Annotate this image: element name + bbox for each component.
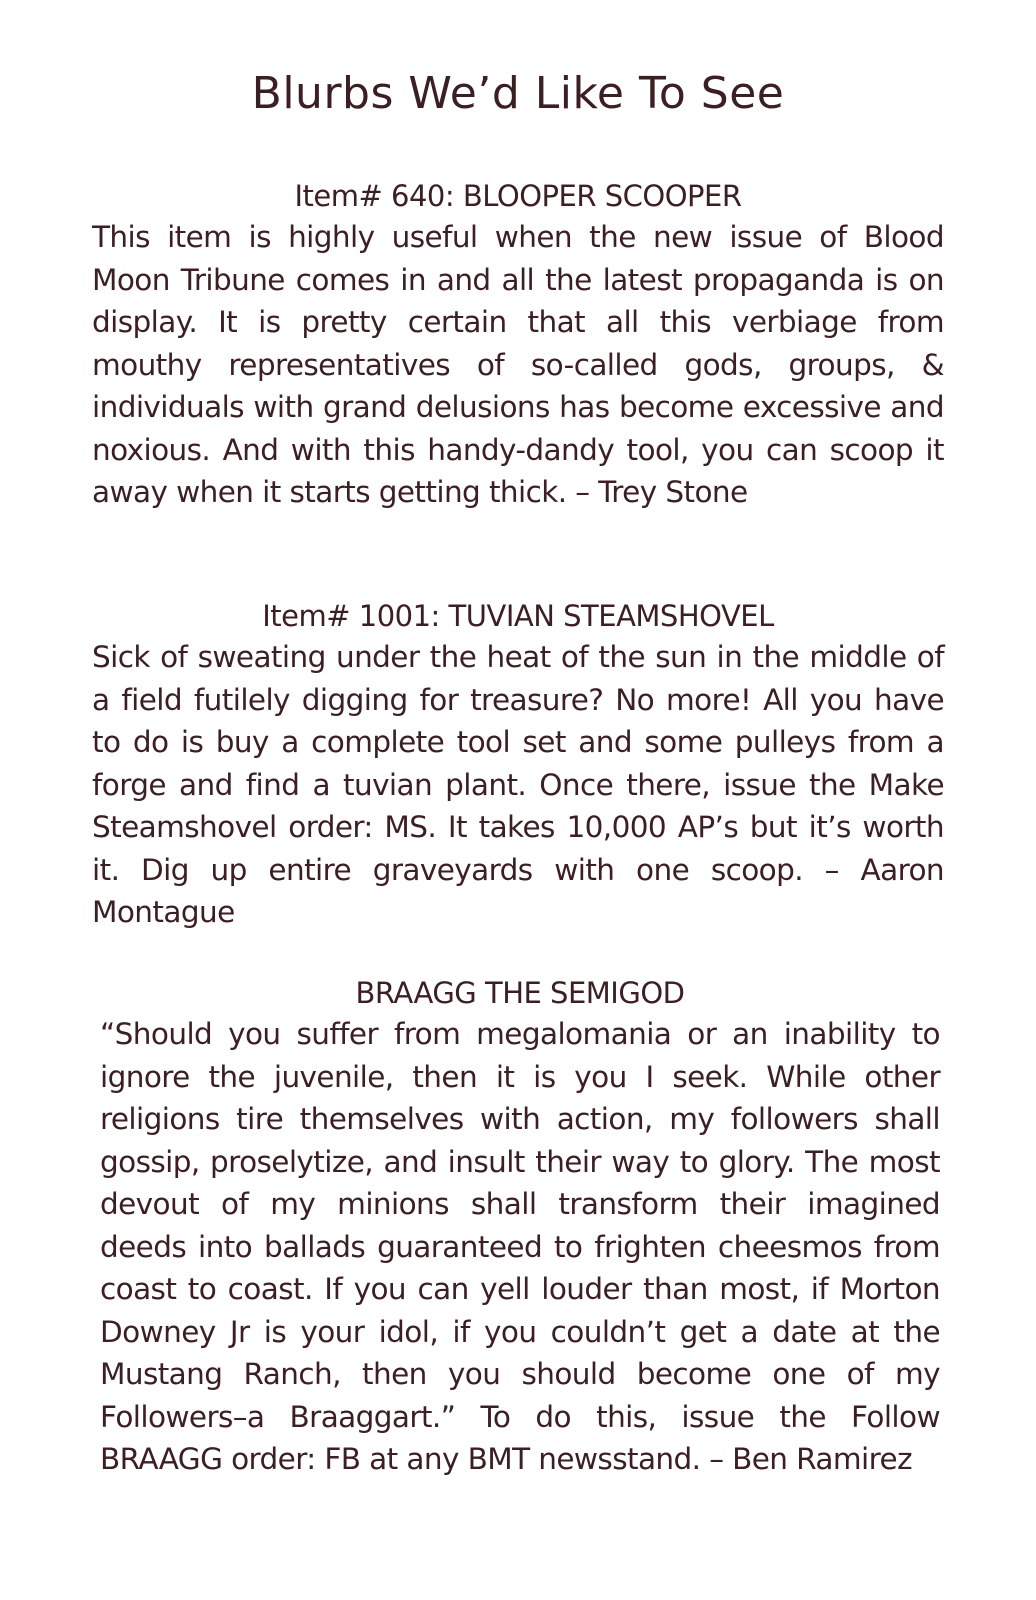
blurb-blooper-scooper [92, 176, 944, 514]
blurb-text: This item is highly useful when the new issue of Blood Moon Tribune comes in and all the latest propaganda is on display. It is pretty certain that all this verbiage from mouthy representatives of so-called gods, groups, & individuals with grand delusions has become excessive and noxious. And with this handy-dandy tool, you can scoop it away when it starts getting thick. – Trey Stone [92, 220, 944, 509]
blurb-tuvian-steamshovel [92, 596, 944, 934]
blurb-heading: Item# 640: BLOOPER SCOOPER [294, 179, 742, 213]
blurb-braagg-the-semigod [100, 973, 940, 1481]
blurb-heading: Item# 1001: TUVIAN STEAMSHOVEL [262, 599, 774, 633]
page-title: Blurbs We’d Like To See [251, 68, 785, 119]
blurb-text: “Should you suffer from megalomania or an inability to ignore the juvenile, then it is you I seek. While other religions tire themselves with action, my followers shall gossip, proselytize, and insult their way to glory. The most devout of my minions shall transform their imagined deeds into ballads guaranteed to frighten cheesmos from coast to coast. If you can yell louder than most, if Morton Downey Jr is your idol, if you couldn’t get a date at the Mustang Ranch, then you should become one of my Followers–a Braaggart.” To do this, issue the Follow BRAAGG order: FB at any BMT newsstand. – Ben Ramirez [100, 1017, 940, 1476]
blurb-heading: BRAAGG THE SEMIGOD [355, 976, 685, 1010]
blurb-text: Sick of sweating under the heat of the sun in the middle of a field futilely digging for treasure? No more! All you have to do is buy a complete tool set and some pulleys from a forge and find a tuvian plant. Once there, issue the Make Steamshovel order: MS. It takes 10,000 AP’s but it’s worth it. Dig up entire graveyards with one scoop. – Aaron Montague [92, 640, 944, 929]
